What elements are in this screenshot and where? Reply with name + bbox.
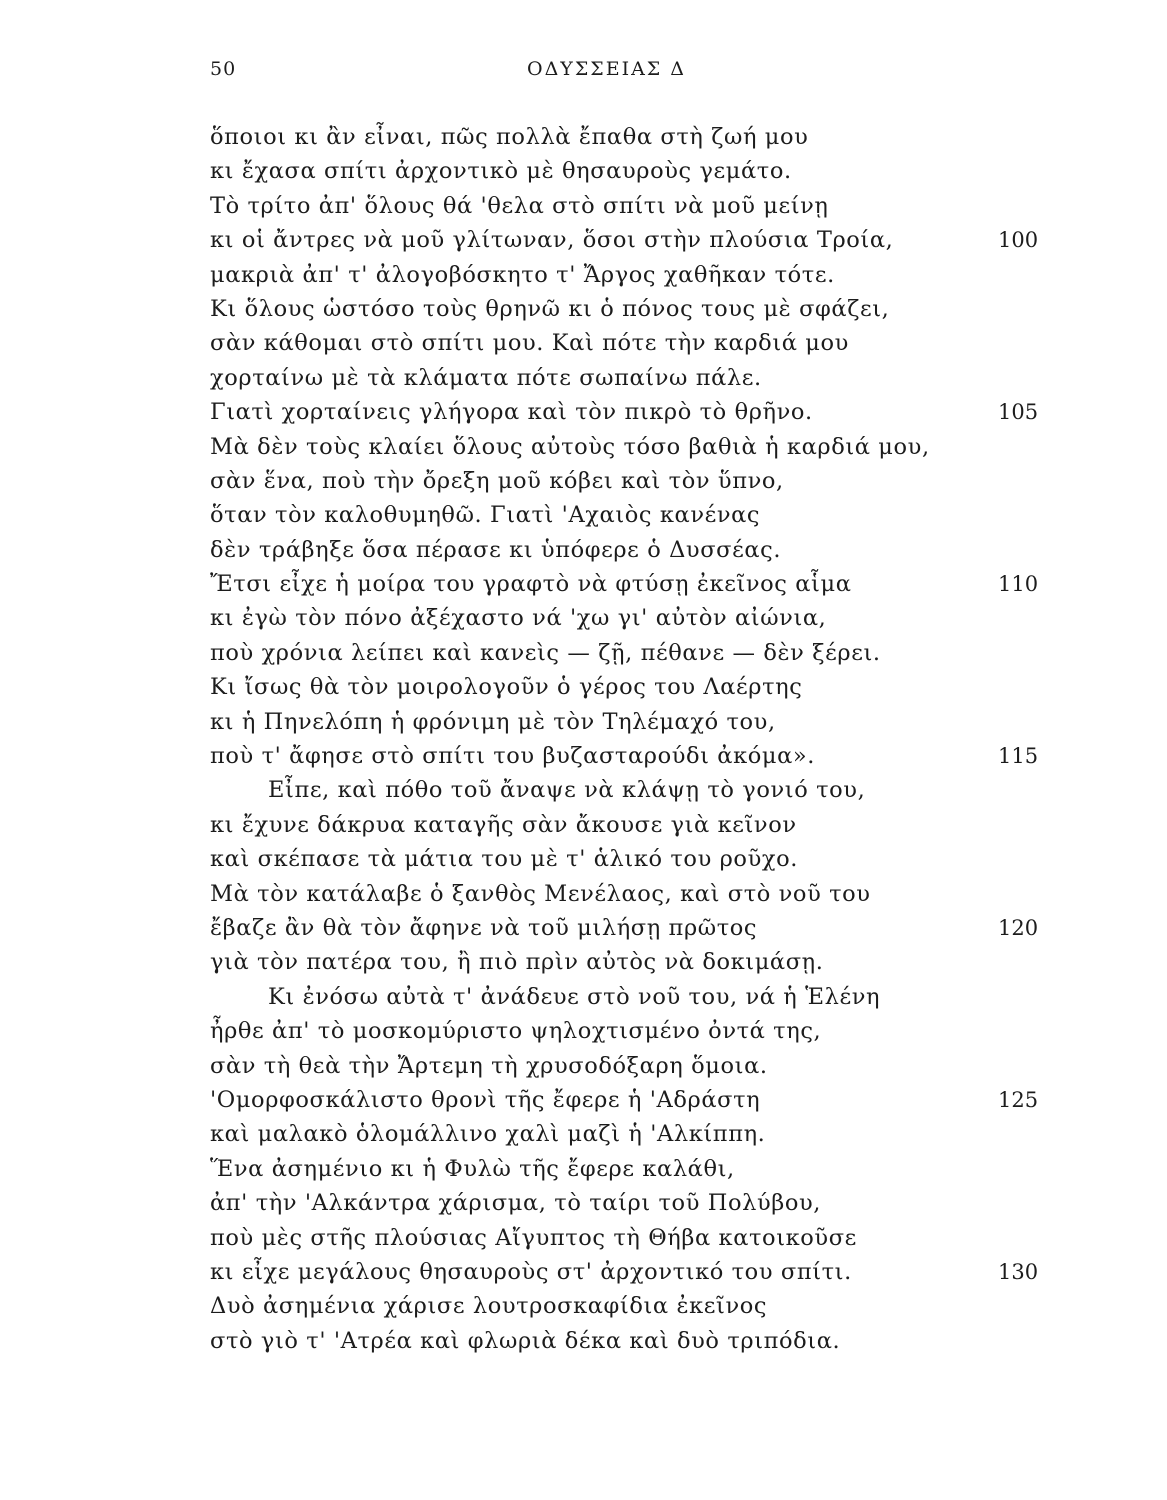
verse-text: Ἔτσι εἶχε ἡ μοίρα του γραφτὸ νὰ φτύσῃ ἐκεῖνος αἷμα	[210, 571, 852, 598]
running-head: ΟΔΥΣΣΕΙΑΣ Δ	[527, 58, 686, 80]
line-number: 115	[998, 744, 1039, 769]
verse-line	[210, 1049, 1080, 1083]
verse-line	[210, 842, 1080, 876]
verse-line	[210, 1186, 1080, 1220]
verse-line	[210, 154, 1080, 188]
verse-text: κι ἡ Πηνελόπη ἡ φρόνιμη μὲ τὸν Τηλέμαχό του,	[210, 708, 776, 735]
verse-line	[210, 464, 1080, 498]
verse-line	[210, 1255, 1080, 1289]
verse-line	[210, 636, 1080, 670]
verse-text: κι ἐγὼ τὸν πόνο ἀξέχαστο νά 'χω γι' αὐτὸν αἰώνια,	[210, 605, 827, 632]
verse-text: Κι ὅλους ὡστόσο τοὺς θρηνῶ κι ὁ πόνος τους μὲ σφάζει,	[210, 295, 890, 322]
verse-line	[210, 739, 1080, 773]
line-number: 110	[998, 572, 1039, 597]
verse-block	[210, 120, 1080, 1358]
verse-line	[210, 911, 1080, 945]
verse-text: ὅταν τὸν καλοθυμηθῶ. Γιατὶ 'Αχαιὸς κανένας	[210, 502, 761, 529]
verse-line	[210, 567, 1080, 601]
verse-line	[210, 1289, 1080, 1323]
verse-text: 'Ομορφοσκάλιστο θρονὶ τῆς ἔφερε ἡ 'Αδράστη	[210, 1086, 761, 1113]
verse-text: Κι ἐνόσω αὐτὰ τ' ἀνάδευε στὸ νοῦ του, νά ἡ Ἑλένη	[268, 983, 881, 1010]
verse-line	[210, 601, 1080, 635]
verse-line	[210, 189, 1080, 223]
verse-line	[210, 980, 1080, 1014]
verse-text: καὶ σκέπασε τὰ μάτια του μὲ τ' ἁλικό του ροῦχο.	[210, 846, 798, 873]
verse-line	[210, 498, 1080, 532]
verse-text: γιὰ τὸν πατέρα του, ἢ πιὸ πρὶν αὐτὸς νὰ δοκιμάσῃ.	[210, 949, 824, 976]
line-number: 125	[998, 1087, 1039, 1112]
verse-text: ὅποιοι κι ἂν εἶναι, πῶς πολλὰ ἔπαθα στὴ ζωή μου	[210, 124, 809, 150]
verse-text: σὰν κάθομαι στὸ σπίτι μου. Καὶ πότε τὴν καρδιά μου	[210, 330, 849, 357]
verse-line	[210, 361, 1080, 395]
line-number: 105	[998, 400, 1039, 425]
verse-text: σὰν ἕνα, ποὺ τὴν ὄρεξη μοῦ κόβει καὶ τὸν ὕπνο,	[210, 467, 784, 494]
verse-text: χορταίνω μὲ τὰ κλάματα πότε σωπαίνω πάλε.	[210, 364, 762, 391]
verse-line	[210, 945, 1080, 979]
verse-text: Εἶπε, καὶ πόθο τοῦ ἄναψε νὰ κλάψῃ τὸ γονιό του,	[268, 777, 866, 804]
verse-line	[210, 808, 1080, 842]
verse-text: ποὺ τ' ἄφησε στὸ σπίτι του βυζασταρούδι ἀκόμα».	[210, 743, 816, 770]
verse-line	[210, 533, 1080, 567]
line-number: 130	[998, 1259, 1039, 1284]
verse-text: Κι ἴσως θὰ τὸν μοιρολογοῦν ὁ γέρος του Λαέρτης	[210, 674, 803, 701]
verse-line	[210, 1152, 1080, 1186]
verse-text: κι εἶχε μεγάλους θησαυροὺς στ' ἀρχοντικό του σπίτι.	[210, 1258, 852, 1285]
verse-line	[210, 1221, 1080, 1255]
verse-text: δὲν τράβηξε ὅσα πέρασε κι ὑπόφερε ὁ Δυσσέας.	[210, 536, 782, 563]
verse-line	[210, 1014, 1080, 1048]
verse-text: ποὺ χρόνια λείπει καὶ κανεὶς — ζῇ, πέθανε — δὲν ξέρει.	[210, 639, 881, 666]
verse-text: σὰν τὴ θεὰ τὴν Ἄρτεμη τὴ χρυσοδόξαρη ὅμοια.	[210, 1052, 768, 1079]
verse-text: κι ἔχυνε δάκρυα καταγῆς σὰν ἄκουσε γιὰ κεῖνον	[210, 811, 797, 838]
verse-text: ἦρθε ἀπ' τὸ μοσκομύριστο ψηλοχτισμένο ὀντά της,	[210, 1018, 822, 1045]
verse-line	[210, 395, 1080, 429]
verse-text: Ἕνα ἀσημένιο κι ἡ Φυλὼ τῆς ἔφερε καλάθι,	[210, 1155, 735, 1182]
verse-line	[210, 1083, 1080, 1117]
verse-text: Μὰ τὸν κατάλαβε ὁ ξανθὸς Μενέλαος, καὶ στὸ νοῦ του	[210, 880, 871, 907]
verse-text: Γιατὶ χορταίνεις γλήγορα καὶ τὸν πικρὸ τὸ θρῆνο.	[210, 399, 813, 426]
verse-line	[210, 1324, 1080, 1358]
verse-text: ἀπ' τὴν 'Αλκάντρα χάρισμα, τὸ ταίρι τοῦ Πολύβου,	[210, 1190, 822, 1217]
verse-text: Μὰ δὲν τοὺς κλαίει ὅλους αὐτοὺς τόσο βαθιὰ ἡ καρδιά μου,	[210, 433, 930, 460]
verse-line	[210, 430, 1080, 464]
verse-text: καὶ μαλακὸ ὁλομάλλινο χαλὶ μαζὶ ἡ 'Αλκίππη.	[210, 1121, 766, 1148]
verse-text: Τὸ τρίτο ἀπ' ὅλους θά 'θελα στὸ σπίτι νὰ μοῦ μείνῃ	[210, 192, 829, 219]
verse-text: κι ἔχασα σπίτι ἀρχοντικὸ μὲ θησαυροὺς γεμάτο.	[210, 158, 792, 185]
verse-line	[210, 326, 1080, 360]
verse-text: μακριὰ ἀπ' τ' ἀλογοβόσκητο τ' Ἄργος χαθῆκαν τότε.	[210, 261, 835, 288]
verse-text: ἔβαζε ἂν θὰ τὸν ἄφηνε νὰ τοῦ μιλήσῃ πρῶτος	[210, 914, 758, 941]
verse-text: ποὺ μὲς στῆς πλούσιας Αἴγυπτος τὴ Θήβα κατοικοῦσε	[210, 1224, 857, 1251]
verse-text: στὸ γιὸ τ' 'Ατρέα καὶ φλωριὰ δέκα καὶ δυὸ τριπόδια.	[210, 1327, 841, 1354]
verse-line	[210, 292, 1080, 326]
verse-line	[210, 120, 1080, 154]
verse-line	[210, 223, 1080, 257]
line-number: 120	[998, 915, 1039, 940]
verse-text: κι οἱ ἄντρες νὰ μοῦ γλίτωναν, ὅσοι στὴν πλούσια Τροία,	[210, 227, 894, 254]
verse-line	[210, 258, 1080, 292]
verse-line	[210, 670, 1080, 704]
page-number: 50	[210, 58, 237, 80]
line-number: 100	[998, 228, 1039, 253]
verse-text: Δυὸ ἀσημένια χάρισε λουτροσκαφίδια ἐκεῖνος	[210, 1293, 768, 1320]
verse-line	[210, 705, 1080, 739]
verse-line	[210, 773, 1080, 807]
verse-line	[210, 1117, 1080, 1151]
verse-line	[210, 877, 1080, 911]
